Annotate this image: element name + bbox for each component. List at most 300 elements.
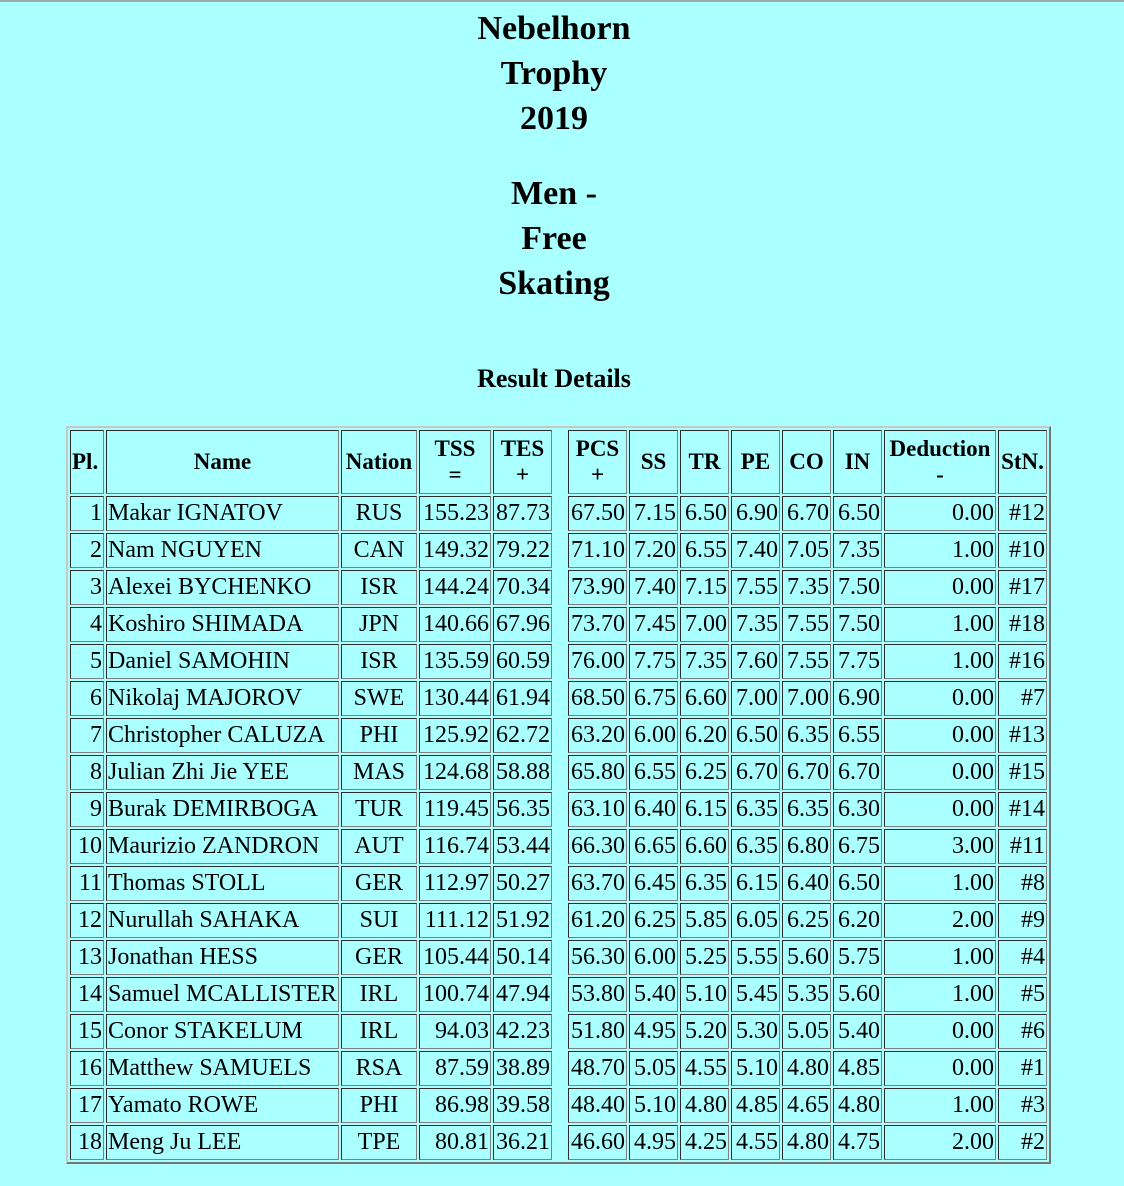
co-cell: 4.65	[782, 1088, 831, 1123]
pcs-cell: 61.20	[568, 903, 627, 938]
place-cell: 3	[70, 570, 104, 605]
column-gap	[554, 718, 566, 753]
pe-cell: 7.55	[731, 570, 780, 605]
in-cell: 5.75	[833, 940, 882, 975]
column-gap	[554, 792, 566, 827]
name-cell: Conor STAKELUM	[106, 1014, 339, 1049]
name-cell: Nikolaj MAJOROV	[106, 681, 339, 716]
table-row	[70, 792, 1047, 827]
tes-cell: 47.94	[493, 977, 552, 1012]
name-cell: Thomas STOLL	[106, 866, 339, 901]
start-number-cell: #14	[998, 792, 1047, 827]
table-row	[70, 903, 1047, 938]
ss-cell: 6.00	[629, 718, 678, 753]
event-title	[0, 6, 1108, 141]
in-cell: 7.75	[833, 644, 882, 679]
pcs-cell: 66.30	[568, 829, 627, 864]
results-table	[66, 426, 1051, 1164]
table-row	[70, 977, 1047, 1012]
tss-cell: 125.92	[419, 718, 491, 753]
table-row	[70, 1051, 1047, 1086]
nation-cell: PHI	[341, 718, 417, 753]
tes-cell: 53.44	[493, 829, 552, 864]
column-gap	[554, 1125, 566, 1160]
tr-cell: 7.35	[680, 644, 729, 679]
pcs-cell: 63.70	[568, 866, 627, 901]
place-cell: 1	[70, 496, 104, 531]
place-cell: 9	[70, 792, 104, 827]
pe-cell: 5.45	[731, 977, 780, 1012]
ss-cell: 6.55	[629, 755, 678, 790]
col-pe: PE	[731, 430, 780, 494]
table-row	[70, 1088, 1047, 1123]
col-tes	[493, 430, 552, 494]
co-cell: 6.70	[782, 755, 831, 790]
col-co: CO	[782, 430, 831, 494]
name-cell: Julian Zhi Jie YEE	[106, 755, 339, 790]
ss-cell: 6.25	[629, 903, 678, 938]
place-cell: 6	[70, 681, 104, 716]
pcs-cell: 56.30	[568, 940, 627, 975]
deduction-cell: 0.00	[884, 792, 996, 827]
tr-cell: 5.85	[680, 903, 729, 938]
deduction-cell: 0.00	[884, 718, 996, 753]
column-gap	[554, 755, 566, 790]
deduction-cell: 0.00	[884, 496, 996, 531]
ss-cell: 6.45	[629, 866, 678, 901]
tes-cell: 56.35	[493, 792, 552, 827]
place-cell: 5	[70, 644, 104, 679]
tes-cell: 38.89	[493, 1051, 552, 1086]
name-cell: Maurizio ZANDRON	[106, 829, 339, 864]
col-pcs	[568, 430, 627, 494]
column-gap	[554, 940, 566, 975]
ss-cell: 6.40	[629, 792, 678, 827]
pe-cell: 4.55	[731, 1125, 780, 1160]
in-cell: 6.90	[833, 681, 882, 716]
start-number-cell: #16	[998, 644, 1047, 679]
tr-cell: 6.60	[680, 681, 729, 716]
ss-cell: 7.15	[629, 496, 678, 531]
table-row	[70, 1014, 1047, 1049]
in-cell: 4.80	[833, 1088, 882, 1123]
nation-cell: ISR	[341, 570, 417, 605]
nation-cell: JPN	[341, 607, 417, 642]
co-cell: 6.35	[782, 792, 831, 827]
co-cell: 5.60	[782, 940, 831, 975]
ss-cell: 4.95	[629, 1125, 678, 1160]
segment-title	[0, 171, 1108, 306]
name-cell: Alexei BYCHENKO	[106, 570, 339, 605]
table-row	[70, 940, 1047, 975]
tss-cell: 87.59	[419, 1051, 491, 1086]
in-cell: 6.55	[833, 718, 882, 753]
tr-cell: 6.55	[680, 533, 729, 568]
column-gap	[554, 570, 566, 605]
co-cell: 7.35	[782, 570, 831, 605]
tr-cell: 5.25	[680, 940, 729, 975]
pcs-cell: 46.60	[568, 1125, 627, 1160]
tr-cell: 4.80	[680, 1088, 729, 1123]
col-tss	[419, 430, 491, 494]
nation-cell: GER	[341, 866, 417, 901]
column-gap	[554, 1088, 566, 1123]
tss-cell: 105.44	[419, 940, 491, 975]
tr-cell: 7.00	[680, 607, 729, 642]
nation-cell: ISR	[341, 644, 417, 679]
pcs-cell: 63.20	[568, 718, 627, 753]
nation-cell: MAS	[341, 755, 417, 790]
deduction-cell: 1.00	[884, 533, 996, 568]
place-cell: 4	[70, 607, 104, 642]
pe-cell: 6.50	[731, 718, 780, 753]
in-cell: 6.75	[833, 829, 882, 864]
column-gap	[554, 533, 566, 568]
pe-cell: 6.35	[731, 792, 780, 827]
in-cell: 6.70	[833, 755, 882, 790]
place-cell: 14	[70, 977, 104, 1012]
start-number-cell: #7	[998, 681, 1047, 716]
in-cell: 5.60	[833, 977, 882, 1012]
table-row	[70, 496, 1047, 531]
ss-cell: 6.65	[629, 829, 678, 864]
deduction-cell: 0.00	[884, 1051, 996, 1086]
ss-cell: 5.40	[629, 977, 678, 1012]
place-cell: 16	[70, 1051, 104, 1086]
co-cell: 5.05	[782, 1014, 831, 1049]
tes-cell: 50.14	[493, 940, 552, 975]
place-cell: 17	[70, 1088, 104, 1123]
start-number-cell: #6	[998, 1014, 1047, 1049]
deduction-cell: 0.00	[884, 1014, 996, 1049]
tss-cell: 130.44	[419, 681, 491, 716]
place-cell: 12	[70, 903, 104, 938]
top-rule	[0, 0, 1124, 2]
col-pcs-label: PCS	[575, 436, 620, 461]
column-gap	[554, 430, 566, 494]
in-cell: 7.50	[833, 607, 882, 642]
co-cell: 6.35	[782, 718, 831, 753]
start-number-cell: #9	[998, 903, 1047, 938]
table-row	[70, 681, 1047, 716]
start-number-cell: #2	[998, 1125, 1047, 1160]
in-cell: 6.20	[833, 903, 882, 938]
pcs-cell: 67.50	[568, 496, 627, 531]
event-title-line: Trophy	[500, 55, 608, 92]
pe-cell: 4.85	[731, 1088, 780, 1123]
segment-title-line: Skating	[498, 265, 610, 302]
pcs-cell: 48.70	[568, 1051, 627, 1086]
col-ss: SS	[629, 430, 678, 494]
tr-cell: 6.25	[680, 755, 729, 790]
co-cell: 6.40	[782, 866, 831, 901]
pcs-cell: 73.90	[568, 570, 627, 605]
deduction-cell: 2.00	[884, 1125, 996, 1160]
event-title-line: Nebelhorn	[477, 10, 631, 47]
pcs-cell: 63.10	[568, 792, 627, 827]
start-number-cell: #13	[998, 718, 1047, 753]
place-cell: 15	[70, 1014, 104, 1049]
name-cell: Nam NGUYEN	[106, 533, 339, 568]
in-cell: 7.35	[833, 533, 882, 568]
name-cell: Samuel MCALLISTER	[106, 977, 339, 1012]
nation-cell: TUR	[341, 792, 417, 827]
column-gap	[554, 1051, 566, 1086]
ss-cell: 7.20	[629, 533, 678, 568]
result-details-heading: Result Details	[477, 364, 631, 393]
tss-cell: 144.24	[419, 570, 491, 605]
column-gap	[554, 829, 566, 864]
start-number-cell: #5	[998, 977, 1047, 1012]
tr-cell: 5.10	[680, 977, 729, 1012]
tr-cell: 6.15	[680, 792, 729, 827]
co-cell: 7.55	[782, 607, 831, 642]
tes-cell: 39.58	[493, 1088, 552, 1123]
pe-cell: 6.70	[731, 755, 780, 790]
start-number-cell: #4	[998, 940, 1047, 975]
ss-cell: 6.00	[629, 940, 678, 975]
column-gap	[554, 977, 566, 1012]
pcs-cell: 53.80	[568, 977, 627, 1012]
ss-cell: 7.45	[629, 607, 678, 642]
tr-cell: 6.20	[680, 718, 729, 753]
start-number-cell: #18	[998, 607, 1047, 642]
place-cell: 18	[70, 1125, 104, 1160]
co-cell: 6.80	[782, 829, 831, 864]
name-cell: Yamato ROWE	[106, 1088, 339, 1123]
column-gap	[554, 681, 566, 716]
place-cell: 10	[70, 829, 104, 864]
table-row	[70, 533, 1047, 568]
ss-cell: 5.10	[629, 1088, 678, 1123]
deduction-cell: 1.00	[884, 644, 996, 679]
nation-cell: IRL	[341, 1014, 417, 1049]
pe-cell: 5.30	[731, 1014, 780, 1049]
in-cell: 4.85	[833, 1051, 882, 1086]
tr-cell: 6.50	[680, 496, 729, 531]
name-cell: Nurullah SAHAKA	[106, 903, 339, 938]
nation-cell: RUS	[341, 496, 417, 531]
nation-cell: TPE	[341, 1125, 417, 1160]
tss-cell: 124.68	[419, 755, 491, 790]
pcs-cell: 48.40	[568, 1088, 627, 1123]
ss-cell: 6.75	[629, 681, 678, 716]
deduction-cell: 1.00	[884, 866, 996, 901]
col-name: Name	[106, 430, 339, 494]
co-cell: 5.35	[782, 977, 831, 1012]
tes-cell: 50.27	[493, 866, 552, 901]
pcs-cell: 76.00	[568, 644, 627, 679]
nation-cell: GER	[341, 940, 417, 975]
start-number-cell: #3	[998, 1088, 1047, 1123]
nation-cell: CAN	[341, 533, 417, 568]
tes-cell: 87.73	[493, 496, 552, 531]
tes-cell: 36.21	[493, 1125, 552, 1160]
start-number-cell: #11	[998, 829, 1047, 864]
tes-cell: 62.72	[493, 718, 552, 753]
name-cell: Matthew SAMUELS	[106, 1051, 339, 1086]
col-deduction-label: Deduction	[889, 436, 991, 461]
results-body	[70, 496, 1047, 1160]
in-cell: 6.50	[833, 866, 882, 901]
segment-title-line: Men -	[511, 175, 597, 212]
table-row	[70, 1125, 1047, 1160]
event-title-line: 2019	[520, 100, 588, 137]
pcs-cell: 73.70	[568, 607, 627, 642]
col-nation: Nation	[341, 430, 417, 494]
col-pcs-symbol: +	[590, 462, 605, 487]
col-start-number: StN.	[998, 430, 1047, 494]
tes-cell: 61.94	[493, 681, 552, 716]
table-row	[70, 718, 1047, 753]
deduction-cell: 0.00	[884, 755, 996, 790]
start-number-cell: #15	[998, 755, 1047, 790]
col-deduction-symbol: -	[936, 462, 944, 487]
deduction-cell: 1.00	[884, 1088, 996, 1123]
deduction-cell: 2.00	[884, 903, 996, 938]
pcs-cell: 68.50	[568, 681, 627, 716]
nation-cell: SWE	[341, 681, 417, 716]
deduction-cell: 1.00	[884, 607, 996, 642]
co-cell: 6.70	[782, 496, 831, 531]
place-cell: 8	[70, 755, 104, 790]
nation-cell: SUI	[341, 903, 417, 938]
pe-cell: 7.00	[731, 681, 780, 716]
co-cell: 6.25	[782, 903, 831, 938]
place-cell: 7	[70, 718, 104, 753]
col-in: IN	[833, 430, 882, 494]
co-cell: 4.80	[782, 1125, 831, 1160]
col-tes-symbol: +	[515, 462, 530, 487]
name-cell: Makar IGNATOV	[106, 496, 339, 531]
ss-cell: 7.40	[629, 570, 678, 605]
col-place: Pl.	[70, 430, 104, 494]
tss-cell: 112.97	[419, 866, 491, 901]
table-row	[70, 570, 1047, 605]
col-deduction	[884, 430, 996, 494]
tes-cell: 42.23	[493, 1014, 552, 1049]
tss-cell: 80.81	[419, 1125, 491, 1160]
name-cell: Christopher CALUZA	[106, 718, 339, 753]
pcs-cell: 71.10	[568, 533, 627, 568]
tr-cell: 6.35	[680, 866, 729, 901]
in-cell: 6.50	[833, 496, 882, 531]
nation-cell: IRL	[341, 977, 417, 1012]
ss-cell: 7.75	[629, 644, 678, 679]
pe-cell: 7.40	[731, 533, 780, 568]
table-row	[70, 607, 1047, 642]
pe-cell: 5.10	[731, 1051, 780, 1086]
segment-title-line: Free	[521, 220, 587, 257]
tss-cell: 94.03	[419, 1014, 491, 1049]
col-tss-label: TSS	[434, 436, 476, 461]
tr-cell: 4.55	[680, 1051, 729, 1086]
deduction-cell: 1.00	[884, 940, 996, 975]
nation-cell: RSA	[341, 1051, 417, 1086]
pe-cell: 6.35	[731, 829, 780, 864]
pe-cell: 6.90	[731, 496, 780, 531]
header-row	[70, 430, 1047, 494]
pe-cell: 7.60	[731, 644, 780, 679]
name-cell: Jonathan HESS	[106, 940, 339, 975]
place-cell: 11	[70, 866, 104, 901]
start-number-cell: #12	[998, 496, 1047, 531]
in-cell: 6.30	[833, 792, 882, 827]
in-cell: 4.75	[833, 1125, 882, 1160]
tss-cell: 100.74	[419, 977, 491, 1012]
pe-cell: 7.35	[731, 607, 780, 642]
start-number-cell: #17	[998, 570, 1047, 605]
tss-cell: 155.23	[419, 496, 491, 531]
deduction-cell: 0.00	[884, 681, 996, 716]
tss-cell: 116.74	[419, 829, 491, 864]
tes-cell: 60.59	[493, 644, 552, 679]
co-cell: 7.55	[782, 644, 831, 679]
column-gap	[554, 1014, 566, 1049]
table-row	[70, 829, 1047, 864]
name-cell: Burak DEMIRBOGA	[106, 792, 339, 827]
tr-cell: 6.60	[680, 829, 729, 864]
ss-cell: 5.05	[629, 1051, 678, 1086]
tss-cell: 111.12	[419, 903, 491, 938]
pcs-cell: 51.80	[568, 1014, 627, 1049]
column-gap	[554, 903, 566, 938]
table-row	[70, 866, 1047, 901]
tes-cell: 51.92	[493, 903, 552, 938]
start-number-cell: #1	[998, 1051, 1047, 1086]
name-cell: Koshiro SHIMADA	[106, 607, 339, 642]
place-cell: 2	[70, 533, 104, 568]
tss-cell: 119.45	[419, 792, 491, 827]
tes-cell: 58.88	[493, 755, 552, 790]
place-cell: 13	[70, 940, 104, 975]
tes-cell: 79.22	[493, 533, 552, 568]
deduction-cell: 0.00	[884, 570, 996, 605]
table-row	[70, 755, 1047, 790]
in-cell: 5.40	[833, 1014, 882, 1049]
column-gap	[554, 496, 566, 531]
name-cell: Daniel SAMOHIN	[106, 644, 339, 679]
column-gap	[554, 607, 566, 642]
column-gap	[554, 866, 566, 901]
deduction-cell: 1.00	[884, 977, 996, 1012]
start-number-cell: #8	[998, 866, 1047, 901]
tes-cell: 70.34	[493, 570, 552, 605]
co-cell: 4.80	[782, 1051, 831, 1086]
tes-cell: 67.96	[493, 607, 552, 642]
pe-cell: 5.55	[731, 940, 780, 975]
tr-cell: 5.20	[680, 1014, 729, 1049]
in-cell: 7.50	[833, 570, 882, 605]
ss-cell: 4.95	[629, 1014, 678, 1049]
pe-cell: 6.05	[731, 903, 780, 938]
col-tss-symbol: =	[448, 462, 462, 487]
col-tr: TR	[680, 430, 729, 494]
start-number-cell: #10	[998, 533, 1047, 568]
deduction-cell: 3.00	[884, 829, 996, 864]
nation-cell: PHI	[341, 1088, 417, 1123]
co-cell: 7.05	[782, 533, 831, 568]
name-cell: Meng Ju LEE	[106, 1125, 339, 1160]
co-cell: 7.00	[782, 681, 831, 716]
pcs-cell: 65.80	[568, 755, 627, 790]
nation-cell: AUT	[341, 829, 417, 864]
table-row	[70, 644, 1047, 679]
pe-cell: 6.15	[731, 866, 780, 901]
tss-cell: 135.59	[419, 644, 491, 679]
tss-cell: 149.32	[419, 533, 491, 568]
tr-cell: 7.15	[680, 570, 729, 605]
